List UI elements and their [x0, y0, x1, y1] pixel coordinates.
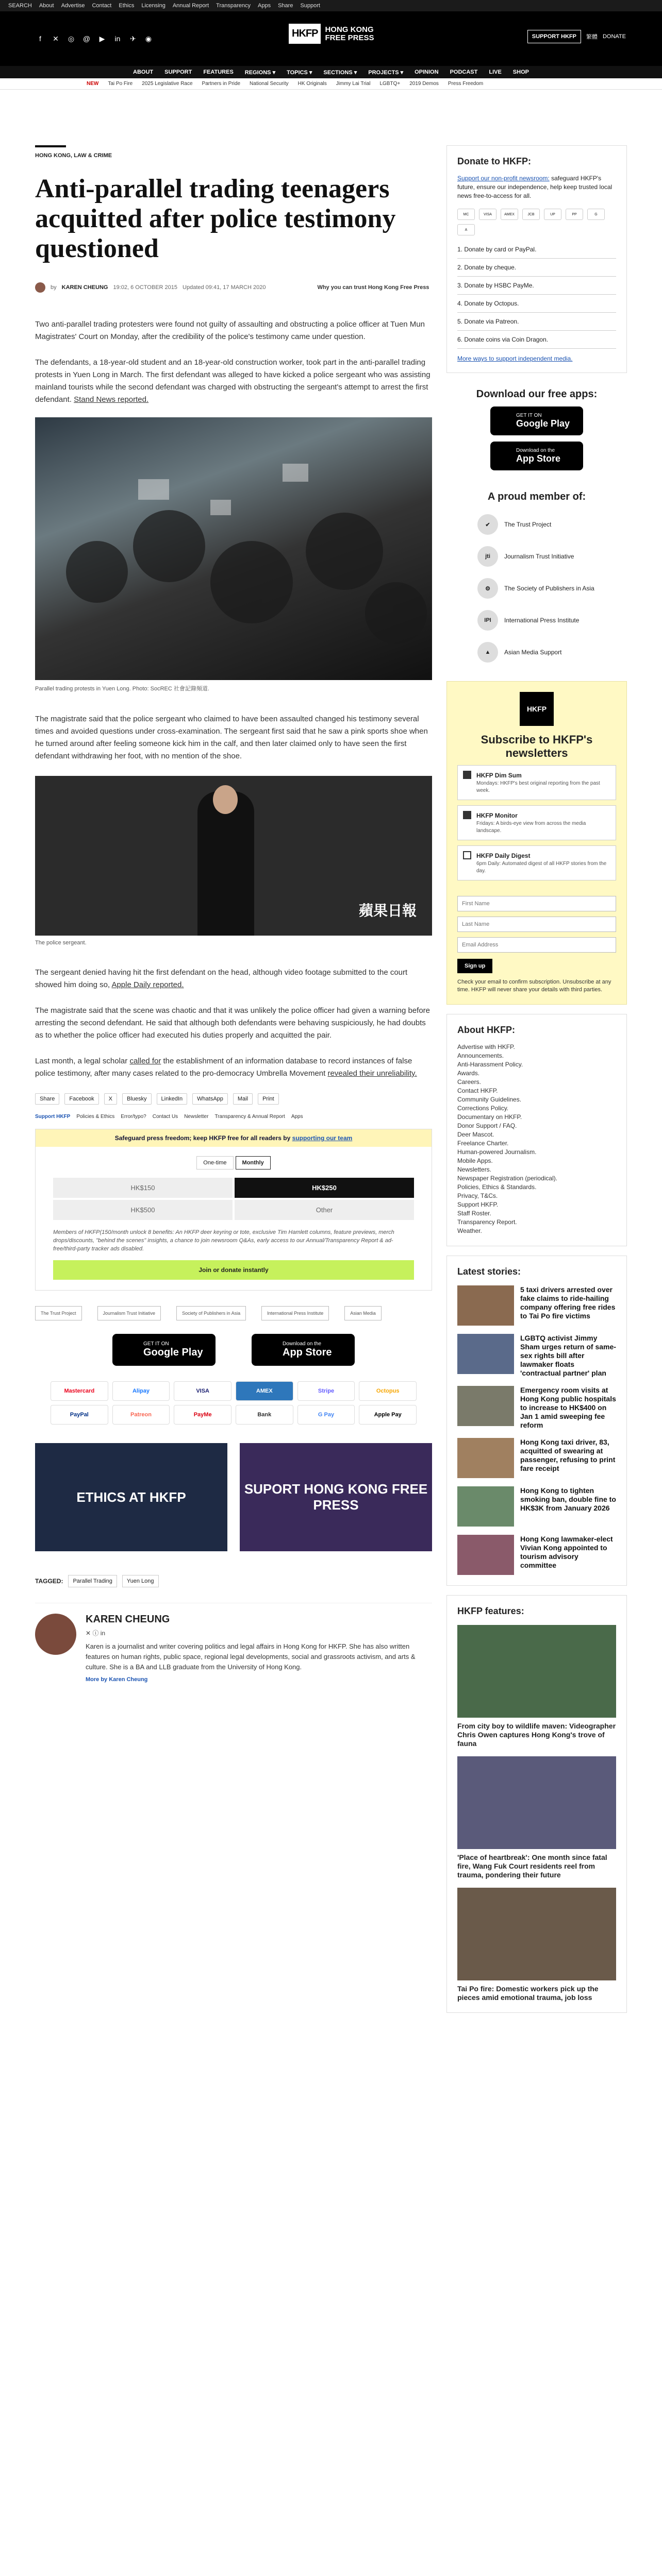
story-item[interactable]: Hong Kong taxi driver, 83, acquitted of swearing at passenger, refusing to print fare receipt: [457, 1438, 616, 1478]
visa-icon: VISA: [479, 209, 496, 220]
features-box: [446, 1595, 627, 2013]
feature-item[interactable]: 'Place of heartbreak': One month since fatal fire, Wang Fuk Court residents reel from trauma, pondering their future: [457, 1756, 616, 1879]
paragraph-4: The sergeant denied having hit the first defendant on the head, although video footage submitted to the court showed him doing so, Apple Daily reported.: [35, 968, 408, 989]
amount-option-selected[interactable]: HK$250: [235, 1178, 414, 1198]
amex-icon: AMEX: [501, 209, 518, 220]
about-link[interactable]: Staff Roster.: [457, 1210, 491, 1217]
payment-logo[interactable]: PayMe: [174, 1405, 231, 1425]
newsletter-note: Check your email to confirm subscription. Unsubscribe at any time. HKFP will never share your details with third parties.: [457, 979, 611, 993]
story-item[interactable]: 5 taxi drivers arrested over fake claims to ride-hailing company offering free rides to Tai Po fire victims: [457, 1285, 616, 1326]
partner-logo[interactable]: International Press Institute: [261, 1306, 329, 1320]
about-box: [446, 1014, 627, 1246]
about-link[interactable]: Corrections Policy.: [457, 1105, 509, 1112]
meta-newsletter[interactable]: Newsletter: [184, 1114, 209, 1120]
member-title: A proud member of:: [487, 491, 586, 502]
member-logo[interactable]: jti Journalism Trust Initiative: [477, 546, 627, 567]
donate-option[interactable]: 3. Donate by HSBC PayMe.: [457, 277, 616, 295]
photo-watermark: 蘋果日報: [358, 903, 417, 919]
trending-item[interactable]: 2025 Legislative Race: [142, 81, 193, 87]
about-link[interactable]: Privacy, T&Cs.: [457, 1192, 498, 1199]
about-link[interactable]: Transparency Report.: [457, 1218, 517, 1226]
logo-text: HONG KONG FREE PRESS: [325, 25, 374, 42]
publish-date: 19:02, 6 OCTOBER 2015: [113, 284, 178, 291]
meta-apps[interactable]: Apps: [291, 1114, 303, 1120]
nav-podcast[interactable]: PODCAST: [450, 69, 478, 75]
app-store-badges: [35, 1334, 432, 1366]
partner-logo[interactable]: Journalism Trust Initiative: [97, 1306, 161, 1320]
about-link[interactable]: Awards.: [457, 1070, 480, 1077]
amount-other[interactable]: Other: [235, 1200, 414, 1220]
article-meta-links: [35, 1114, 432, 1120]
share-bar: [35, 1093, 432, 1105]
topbar-ethics[interactable]: Ethics: [119, 3, 135, 9]
newsletter-option[interactable]: HKFP Daily Digest 6pm Daily: Automated digest of all HKFP stories from the day.: [457, 845, 616, 880]
trending-item[interactable]: Partners in Pride: [202, 81, 241, 87]
more-ways-link[interactable]: More ways to support independent media.: [457, 355, 573, 362]
story-thumbnail: [457, 1486, 514, 1527]
payment-logo[interactable]: Octopus: [359, 1381, 417, 1401]
byline: [35, 282, 432, 293]
byline-prefix: by: [51, 284, 57, 291]
donate-option[interactable]: 5. Donate via Patreon.: [457, 313, 616, 331]
asian-media-icon: ▲: [477, 642, 498, 663]
meta-error[interactable]: Error/typo?: [121, 1114, 146, 1120]
trust-project-icon: ✔: [477, 514, 498, 535]
ethics-promo[interactable]: ETHICS AT HKFP: [35, 1443, 227, 1551]
support-button[interactable]: SUPPORT HKFP: [527, 30, 581, 43]
paragraph-5: The magistrate said that the scene was chaotic and that it was unlikely the police officer had given a warning before arresting the second defendant. He said that although both defendants were behaving suspiciously, he had doubts as to whether the police officer had executed his duties properly and acquitted the pair.: [35, 1006, 430, 1040]
donate-button[interactable]: Join or donate instantly: [53, 1260, 414, 1280]
donate-option[interactable]: 1. Donate by card or PayPal.: [457, 241, 616, 259]
nav-live[interactable]: LIVE: [489, 69, 502, 75]
partner-logo[interactable]: Asian Media: [344, 1306, 382, 1320]
unionpay-icon: UP: [544, 209, 561, 220]
promo-banners: [35, 1443, 432, 1551]
meta-policies[interactable]: Policies & Ethics: [76, 1114, 115, 1120]
paragraph-6: Last month, a legal scholar called for the establishment of an information database to record instances of false police testimony, after many cases related to the pro-democracy Umbrella Movement revealed their unreliability.: [35, 1057, 417, 1078]
latest-stories: [446, 1256, 627, 1586]
nav-shop[interactable]: SHOP: [512, 69, 529, 75]
payment-logo[interactable]: Apple Pay: [359, 1405, 417, 1425]
share-bluesky[interactable]: Bluesky: [122, 1093, 152, 1105]
called-for-link[interactable]: called for: [129, 1057, 161, 1065]
sopa-icon: ⚙: [477, 578, 498, 599]
author-bio: Karen is a journalist and writer covering politics and legal affairs in Hong Kong for HKFP. She has also written features on human rights, public space, regional legal developments, social and grassroots activism, and arts & culture. She is a BA and LLB graduate from the University of Hong Kong.: [86, 1642, 416, 1671]
about-link[interactable]: Documentary on HKFP.: [457, 1113, 522, 1121]
about-link[interactable]: Human-powered Journalism.: [457, 1148, 537, 1156]
ipi-icon: IPI: [477, 610, 498, 631]
donate-option[interactable]: 6. Donate coins via Coin Dragon.: [457, 331, 616, 349]
topbar-licensing[interactable]: Licensing: [141, 3, 166, 9]
about-title: About HKFP:: [457, 1025, 515, 1035]
about-link[interactable]: Support HKFP.: [457, 1201, 499, 1208]
google-play-badge[interactable]: GET IT ON Google Play: [112, 1334, 216, 1366]
share-print[interactable]: Print: [258, 1093, 279, 1105]
donate-title: Donate to HKFP:: [457, 156, 531, 166]
topbar-apps[interactable]: Apps: [258, 3, 271, 9]
site-header: [0, 11, 662, 66]
about-link[interactable]: Newsletters.: [457, 1166, 492, 1173]
email-field[interactable]: [457, 937, 616, 953]
payment-logo[interactable]: PayPal: [51, 1405, 108, 1425]
trending-item[interactable]: Tai Po Fire: [108, 81, 133, 87]
donation-widget: [35, 1129, 432, 1291]
apps-title: Download our free apps:: [476, 388, 598, 400]
member-logo[interactable]: ✔ The Trust Project: [477, 514, 627, 535]
about-link[interactable]: Newspaper Registration (periodical).: [457, 1175, 558, 1182]
paypal-icon: PP: [566, 209, 583, 220]
applepay-icon: A: [457, 224, 475, 235]
revealed-link[interactable]: revealed their unreliability.: [327, 1069, 417, 1078]
x-icon[interactable]: ✕: [53, 34, 59, 43]
sign-up-button[interactable]: Sign up: [457, 959, 492, 973]
topbar-share[interactable]: Share: [278, 3, 293, 9]
partner-logo[interactable]: The Trust Project: [35, 1306, 82, 1320]
one-time-option[interactable]: One-time: [196, 1156, 233, 1170]
newsletter-option[interactable]: HKFP Dim Sum Mondays: HKFP's best original reporting from the past week.: [457, 765, 616, 800]
more-by-author-link[interactable]: More by Karen Cheung: [86, 1676, 148, 1683]
story-item[interactable]: Hong Kong to tighten smoking ban, double fine to HK$3K from January 2026: [457, 1486, 616, 1527]
about-link[interactable]: Contact HKFP.: [457, 1087, 498, 1094]
paragraph-3: The magistrate said that the police sergeant who claimed to have been assaulted changed his testimony several times and avoided questions under cross-examination. The sergeant first said that he saw a pink sports shoe when he turned around after feeling someone kick him in the calf, and then later claimed only to have seen the first defendant withdrawing her foot, with no mention of the shoe.: [35, 715, 428, 760]
payment-logo[interactable]: Alipay: [112, 1381, 170, 1401]
feature-item[interactable]: Tai Po fire: Domestic workers pick up the pieces amid emotional trauma, job loss: [457, 1888, 616, 2002]
share-facebook[interactable]: Facebook: [64, 1093, 98, 1105]
member-logo[interactable]: ⚙ The Society of Publishers in Asia: [477, 578, 627, 599]
author-box-name[interactable]: KAREN CHEUNG: [86, 1614, 170, 1625]
telegram-icon[interactable]: ✈: [130, 34, 136, 43]
payment-logo[interactable]: Bank: [236, 1405, 293, 1425]
payment-logo[interactable]: Mastercard: [51, 1381, 108, 1401]
payment-logo[interactable]: Stripe: [297, 1381, 355, 1401]
sergeant-head: [213, 785, 238, 814]
language-toggle[interactable]: 繁體: [586, 34, 598, 40]
story-thumbnail: [457, 1438, 514, 1478]
youtube-icon[interactable]: ▶: [99, 34, 105, 43]
amount-grid: [53, 1178, 414, 1220]
card-icons: [457, 209, 616, 235]
sidebar: [446, 145, 627, 2013]
instagram-icon[interactable]: ◎: [68, 34, 75, 43]
checkbox-icon[interactable]: [463, 851, 471, 859]
tag[interactable]: Parallel Trading: [68, 1575, 117, 1587]
about-link[interactable]: Freelance Charter.: [457, 1140, 509, 1147]
trending-item[interactable]: National Security: [250, 81, 289, 87]
logo-box: HKFP: [289, 24, 321, 44]
photo-caption: The police sergeant.: [35, 940, 87, 946]
nav-sections[interactable]: SECTIONS ▾: [323, 69, 357, 76]
nav-regions[interactable]: REGIONS ▾: [244, 69, 276, 76]
first-name-field[interactable]: [457, 896, 616, 911]
apple-daily-link[interactable]: Apple Daily reported.: [111, 980, 184, 989]
newsletter-box: [446, 681, 627, 1005]
photo-caption: Parallel trading protests in Yuen Long. Photo: SocREC 社會記錄頻道.: [35, 686, 209, 692]
updated-date: Updated 09:41, 17 MARCH 2020: [183, 284, 266, 291]
share-label: Share: [35, 1093, 59, 1105]
mastercard-icon: MC: [457, 209, 475, 220]
search-link[interactable]: SEARCH: [8, 3, 32, 9]
support-team-link[interactable]: supporting our team: [292, 1134, 353, 1142]
donate-option[interactable]: 2. Donate by cheque.: [457, 259, 616, 277]
author-avatar: [35, 282, 45, 293]
nonprofit-link[interactable]: Support our non-profit newsroom:: [457, 175, 550, 182]
share-mail[interactable]: Mail: [233, 1093, 253, 1105]
trending-label: NEW: [87, 81, 99, 87]
topbar-about[interactable]: About: [39, 3, 54, 9]
tag[interactable]: Yuen Long: [122, 1575, 159, 1587]
about-link[interactable]: Mobile Apps.: [457, 1157, 493, 1164]
jcb-icon: JCB: [522, 209, 540, 220]
donate-sidebar: [446, 145, 627, 373]
about-link[interactable]: Anti-Harassment Policy.: [457, 1061, 523, 1068]
story-item[interactable]: Hong Kong lawmaker-elect Vivian Kong appointed to tourism advisory committee: [457, 1535, 616, 1575]
nav-projects[interactable]: PROJECTS ▾: [368, 69, 404, 76]
trending-item[interactable]: 2019 Demos: [409, 81, 439, 87]
rss-icon[interactable]: ◉: [145, 34, 152, 43]
member-logo[interactable]: ▲ Asian Media Support: [477, 642, 627, 663]
partner-logo[interactable]: Society of Publishers in Asia: [176, 1306, 246, 1320]
story-thumbnail: [457, 1285, 514, 1326]
donate-options: [457, 241, 616, 349]
about-link[interactable]: Donor Support / FAQ.: [457, 1122, 517, 1129]
article-title: Anti-parallel trading teenagers acquitted after police testimony questioned: [35, 174, 396, 263]
latest-title: Latest stories:: [457, 1266, 521, 1277]
feature-item[interactable]: From city boy to wildlife maven: Videographer Chris Owen captures Hong Kong's trove of fauna: [457, 1625, 616, 1748]
about-link[interactable]: Announcements.: [457, 1052, 504, 1059]
feature-image: [457, 1756, 616, 1849]
trending-item[interactable]: Press Freedom: [448, 81, 484, 87]
checkbox-icon[interactable]: [463, 771, 471, 779]
about-link[interactable]: Community Guidelines.: [457, 1096, 522, 1103]
nav-topics[interactable]: TOPICS ▾: [287, 69, 312, 76]
sidebar-app-store-badge[interactable]: Download on the App Store: [490, 442, 583, 470]
trending-item[interactable]: Jimmy Lai Trial: [336, 81, 371, 87]
topbar-contact[interactable]: Contact: [92, 3, 112, 9]
newsletter-option[interactable]: HKFP Monitor Fridays: A birds-eye view from across the media landscape.: [457, 805, 616, 840]
threads-icon[interactable]: @: [82, 35, 91, 43]
feature-image: [457, 1625, 616, 1718]
social-icons: [36, 35, 153, 43]
protest-photo: [35, 417, 432, 680]
top-utility-bar: [0, 0, 662, 11]
sergeant-photo: [35, 776, 432, 936]
nav-features[interactable]: FEATURES: [203, 69, 234, 75]
amount-option[interactable]: HK$500: [53, 1200, 233, 1220]
author-name[interactable]: KAREN CHEUNG: [61, 284, 108, 291]
newsletter-title: Subscribe to HKFP's newsletters: [481, 733, 593, 759]
nav-about[interactable]: ABOUT: [133, 69, 154, 75]
donate-option[interactable]: 4. Donate by Octopus.: [457, 295, 616, 313]
membership-text: Members of HKFP(150/month unlock 8 benefits: An HKFP deer keyring or tote, exclusive Tim Hamlett columns, feature previews, merch drops/discounts, "behind the scenes" insights, a chance to join newsroom Q&As, early access to our Annual/Transparency Report & ad-free/third-party tracker ads disabled.: [53, 1229, 394, 1252]
payment-methods: [51, 1381, 417, 1425]
about-link[interactable]: Deer Mascot.: [457, 1131, 494, 1138]
share-x[interactable]: X: [104, 1093, 117, 1105]
amount-option[interactable]: HK$150: [53, 1178, 233, 1198]
article-category[interactable]: HONG KONG, LAW & CRIME: [35, 145, 66, 159]
stand-news-link[interactable]: Stand News reported.: [74, 395, 149, 404]
trust-link[interactable]: Why you can trust Hong Kong Free Press: [317, 284, 429, 291]
meta-support[interactable]: Support HKFP: [35, 1114, 71, 1120]
support-promo[interactable]: SUPORT HONG KONG FREE PRESS: [240, 1443, 432, 1551]
googlepay-icon: G: [587, 209, 605, 220]
share-whatsapp[interactable]: WhatsApp: [192, 1093, 228, 1105]
donation-banner: Safeguard press freedom; keep HKFP free for all readers by supporting our team: [36, 1129, 432, 1147]
newsletter-logo: HKFP: [520, 692, 554, 726]
tags-label: TAGGED:: [35, 1578, 63, 1585]
trending-bar: [0, 78, 662, 90]
share-linkedin[interactable]: LinkedIn: [157, 1093, 188, 1105]
meta-contact[interactable]: Contact Us: [152, 1114, 178, 1120]
story-thumbnail: [457, 1535, 514, 1575]
nav-support[interactable]: SUPPORT: [164, 69, 192, 75]
meta-transparency[interactable]: Transparency & Annual Report: [214, 1114, 285, 1120]
about-link[interactable]: Advertise with HKFP.: [457, 1043, 515, 1050]
topbar-advertise[interactable]: Advertise: [61, 3, 85, 9]
topbar-support[interactable]: Support: [300, 3, 320, 9]
author-box: [35, 1603, 432, 1683]
facebook-icon[interactable]: f: [39, 35, 41, 43]
payment-logo[interactable]: Patreon: [112, 1405, 170, 1425]
paragraph-2: The defendants, a 18-year-old student and an 18-year-old construction worker, took part in the anti-parallel trading protests in Yuen Long in March. The first defendant was alleged to have kicked a police sergeant who was assisting mainland tourists while the second defendant was charged with obstructing the sergeant's attempt to arrest the first defendant. Stand News reported.: [35, 358, 431, 404]
about-link[interactable]: Weather.: [457, 1227, 482, 1234]
story-thumbnail: [457, 1334, 514, 1374]
last-name-field[interactable]: [457, 917, 616, 932]
header-actions: [527, 30, 626, 43]
payment-logo[interactable]: VISA: [174, 1381, 231, 1401]
author-photo: [35, 1614, 76, 1655]
tags: [35, 1575, 432, 1587]
donate-note: Support our non-profit newsroom: safeguard HKFP's future, ensure our independence, help keep trusted local news free-to-access for all.: [457, 175, 613, 199]
paragraph-1: Two anti-parallel trading protesters were found not guilty of assaulting and obstructing a police officer at Tuen Mun Magistrates' Court on Monday, after the credibility of the police's testimony came under question.: [35, 320, 425, 341]
payment-logo[interactable]: G Pay: [297, 1405, 355, 1425]
nav-opinion[interactable]: OPINION: [415, 69, 439, 75]
checkbox-icon[interactable]: [463, 811, 471, 819]
linkedin-icon[interactable]: in: [114, 35, 121, 43]
member-logo[interactable]: IPI International Press Institute: [477, 610, 627, 631]
partner-logos: [35, 1306, 432, 1320]
trending-item[interactable]: LGBTQ+: [379, 81, 401, 87]
feature-image: [457, 1888, 616, 1980]
story-thumbnail: [457, 1386, 514, 1426]
features-title: HKFP features:: [457, 1606, 524, 1616]
about-link[interactable]: Policies, Ethics & Standards.: [457, 1183, 537, 1191]
jti-icon: jti: [477, 546, 498, 567]
topbar-transparency[interactable]: Transparency: [216, 3, 251, 9]
payment-logo[interactable]: AMEX: [236, 1381, 293, 1401]
site-logo[interactable]: [289, 24, 374, 44]
monthly-option[interactable]: Monthly: [236, 1156, 271, 1170]
about-link[interactable]: Careers.: [457, 1078, 482, 1086]
article-column: [35, 145, 432, 1683]
sidebar-google-play-badge[interactable]: GET IT ON Google Play: [490, 406, 583, 435]
topbar-annual-report[interactable]: Annual Report: [172, 3, 209, 9]
story-item[interactable]: LGBTQ activist Jimmy Sham urges return of same-sex rights bill after lawmaker floats 'contractual partner' plan: [457, 1334, 616, 1378]
trending-item[interactable]: HK Originals: [297, 81, 327, 87]
author-social-icons[interactable]: ✕ ⓘ in: [86, 1630, 106, 1637]
main-nav: [0, 66, 662, 78]
donate-link[interactable]: DONATE: [602, 33, 626, 40]
frequency-toggle: [36, 1156, 432, 1170]
about-list: [457, 1043, 616, 1235]
story-item[interactable]: Emergency room visits at Hong Kong public hospitals to increase to HK$400 on Jan 1 amid sweeping fee reform: [457, 1386, 616, 1430]
app-store-badge[interactable]: Download on the App Store: [252, 1334, 355, 1366]
